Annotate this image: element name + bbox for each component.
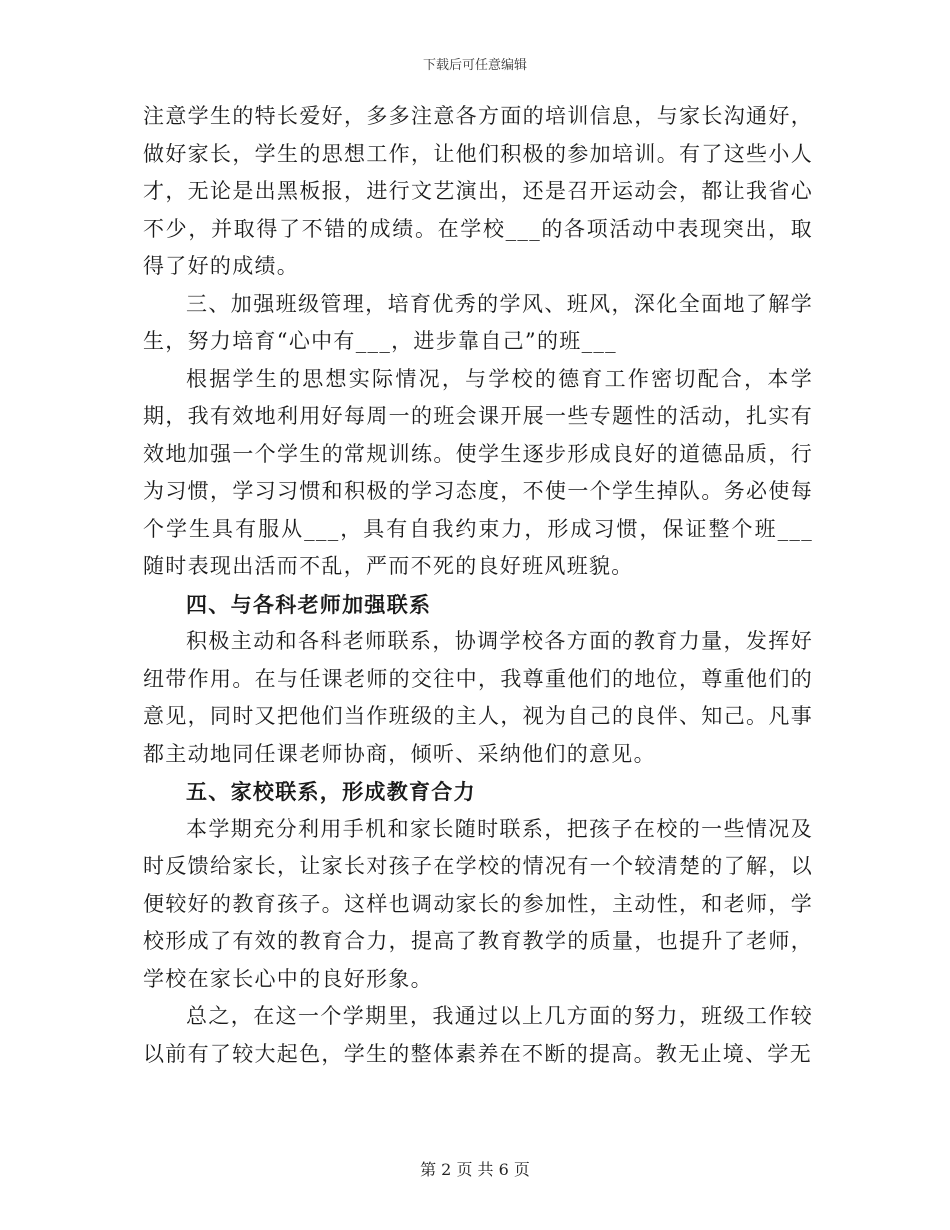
paragraph-5: 本学期充分利用手机和家长随时联系，把孩子在校的一些情况及时反馈给家长，让家长对孩子在学校的情况有一个较清楚的了解，以便较好的教育孩子。这样也调动家长的参加性，主动性，和老师，学校形成了有效的教育合力，提高了教育教学的质量，也提升了老师，学校在家长心中的良好形象。 [143,816,813,991]
section-heading-5: 五、家校联系，形成教育合力 [186,779,476,804]
paragraph-3: 根据学生的思想实际情况，与学校的德育工作密切配合，本学期，我有效地利用好每周一的班会课开展一些专题性的活动，扎实有效地加强一个学生的常规训练。使学生逐步形成良好的道德品质，行为习惯，学习习惯和积极的学习态度，不使一个学生掉队。务必使每个学生具有服从___，具有自我约束力，形成习惯，保证整个班___随时表现出活而不乱，严而不死的良好班风班貌。 [143,366,813,578]
paragraph-2: 三、加强班级管理，培育优秀的学风、班风，深化全面地了解学生，努力培育“心中有___，进步靠自己”的班___ [143,291,813,353]
document-body [143,98,813,1073]
page-number: 第 2 页 共 6 页 [420,1160,530,1179]
page-header-note: 下载后可任意编辑 [422,58,527,73]
section-heading-4: 四、与各科老师加强联系 [186,591,432,617]
paragraph-4: 积极主动和各科老师联系，协调学校各方面的教育力量，发挥好纽带作用。在与任课老师的交往中，我尊重他们的地位，尊重他们的意见，同时又把他们当作班级的主人，视为自己的良伴、知己。凡事都主动地同任课老师协商，倾听、采纳他们的意见。 [143,629,813,766]
paragraph-1: 注意学生的特长爱好，多多注意各方面的培训信息，与家长沟通好，做好家长，学生的思想工作，让他们积极的参加培训。有了这些小人才，无论是出黑板报，进行文艺演出，还是召开运动会，都让我省心不少，并取得了不错的成绩。在学校___的各项活动中表现突出，取得了好的成绩。 [143,104,813,278]
paragraph-6: 总之，在这一个学期里，我通过以上几方面的努力，班级工作较以前有了较大起色，学生的整体素养在不断的提高。教无止境、学无 [143,1004,813,1066]
